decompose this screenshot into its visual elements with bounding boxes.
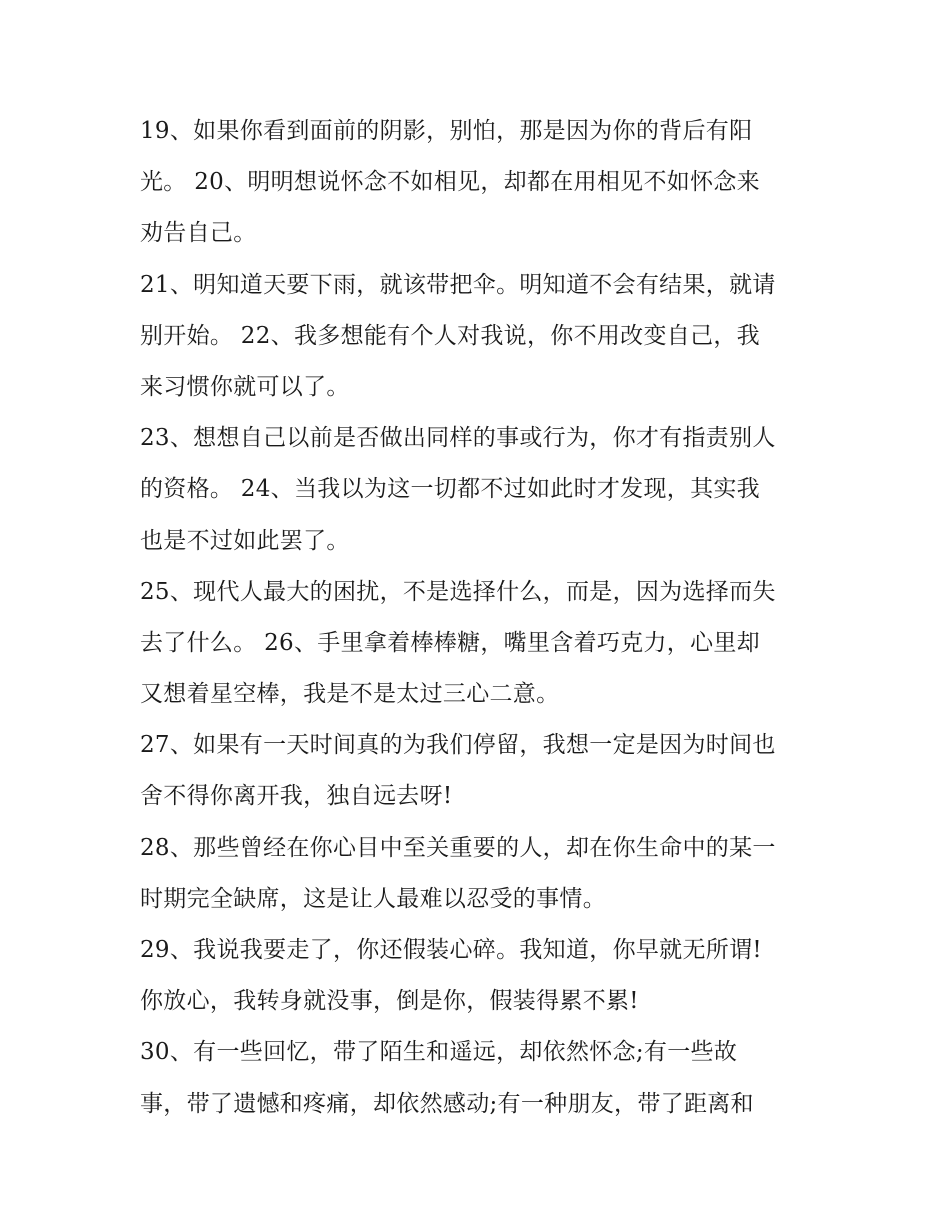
text-line-4: 21、明知道天要下雨，就该带把伞。明知道不会有结果，就请 — [140, 271, 776, 298]
text-line-5: 别开始。 22、我多想能有个人对我说，你不用改变自己，我 — [140, 322, 760, 349]
text-line-18: 你放心，我转身就没事，倒是你，假装得累不累! — [140, 988, 639, 1015]
text-line-8: 的资格。 24、当我以为这一切都不过如此时才发现，其实我 — [140, 476, 760, 503]
text-line-2: 光。 20、明明想说怀念不如相见，却都在用相见不如怀念来 — [140, 169, 760, 196]
text-line-3: 劝告自己。 — [140, 220, 257, 247]
text-line-6: 来习惯你就可以了。 — [140, 373, 350, 400]
document-text — [140, 106, 820, 1130]
text-line-14: 舍不得你离开我，独自远去呀! — [140, 783, 453, 810]
text-line-11: 去了什么。 26、手里拿着棒棒糖，嘴里含着巧克力，心里却 — [140, 629, 760, 656]
text-line-15: 28、那些曾经在你心目中至关重要的人，却在你生命中的某一 — [140, 834, 776, 861]
text-line-13: 27、如果有一天时间真的为我们停留，我想一定是因为时间也 — [140, 732, 776, 759]
text-line-9: 也是不过如此罢了。 — [140, 527, 350, 554]
text-line-10: 25、现代人最大的困扰，不是选择什么，而是，因为选择而失 — [140, 578, 776, 605]
text-line-16: 时期完全缺席，这是让人最难以忍受的事情。 — [140, 885, 606, 912]
text-line-20: 事，带了遗憾和疼痛，却依然感动;有一种朋友，带了距离和 — [140, 1090, 754, 1117]
text-line-19: 30、有一些回忆，带了陌生和遥远，却依然怀念;有一些故 — [140, 1039, 738, 1066]
text-line-12: 又想着星空棒，我是不是太过三心二意。 — [140, 681, 560, 708]
text-line-1: 19、如果你看到面前的阴影，别怕，那是因为你的背后有阳 — [140, 118, 753, 144]
text-line-17: 29、我说我要走了，你还假装心碎。我知道，你早就无所谓! — [140, 937, 762, 963]
text-line-7: 23、想想自己以前是否做出同样的事或行为，你才有指责别人 — [140, 425, 776, 452]
